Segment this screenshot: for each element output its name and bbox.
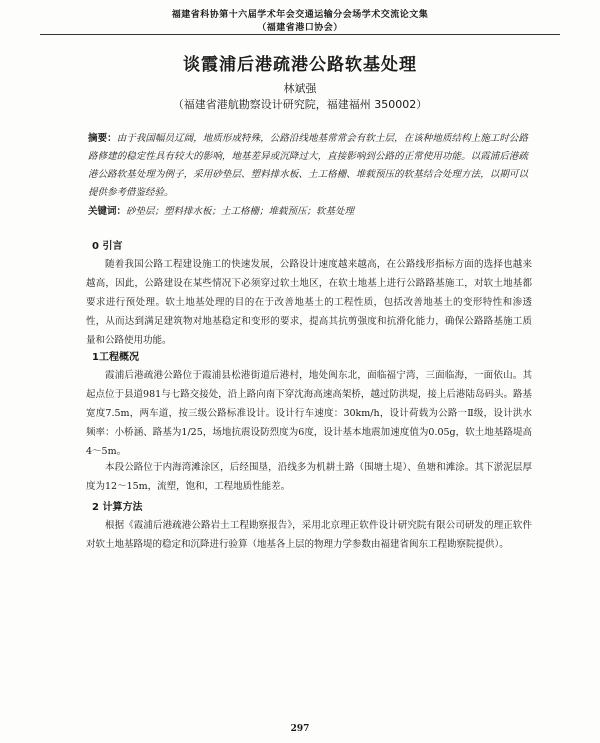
abstract-label: 摘要： bbox=[88, 133, 117, 144]
keywords-text: 砂垫层；塑料排水板；土工格栅；堆载预压；软基处理 bbox=[126, 206, 355, 217]
section-heading-overview: 1工程概况 bbox=[92, 352, 139, 363]
header-rule bbox=[40, 34, 560, 35]
paragraph-overview-2: 本段公路位于内海湾滩涂区，后经围垦，沿线多为机耕土路（围塘土堤）、鱼塘和滩涂。其下淤泥层厚度为12～15m，流塑，饱和，工程地质性能差。 bbox=[86, 462, 532, 492]
author-affiliation: （福建省港航勘察设计研究院，福建福州 350002） bbox=[172, 98, 428, 111]
abstract-text: 由于我国幅员辽阔，地质形成特殊，公路沿线地基常常会有软土层，在该种地质结构上施工时公路路修建的稳定性具有较大的影响，地基差异或沉降过大，直接影响到公路的正常使用功能。以霞浦后港疏港公路软基处理为例子，采用砂垫层、塑料排水板、土工格栅、堆载预压的软基结合处理方法，以期可以提供参考借鉴经验。 bbox=[88, 133, 528, 198]
page-number: 297 bbox=[290, 724, 310, 734]
running-header-org: （福建省港口协会） bbox=[257, 23, 343, 33]
paper-title: 谈霞浦后港疏港公路软基处理 bbox=[183, 55, 417, 75]
abstract bbox=[88, 130, 528, 202]
author-name: 林斌强 bbox=[283, 82, 317, 95]
paragraph-intro: 随着我国公路工程建设施工的快速发展，公路设计速度越来越高，在公路线形指标方面的选择也越来越高，因此，公路建设在某些情况下必须穿过软土地区，在软土地基上进行公路路基施工，对软土地基都要求进行预处理。软土地基处理的目的在于改善地基土的工程性质，包括改善地基土的变形特性和渗透性，从而达到满足建筑物对地基稳定和变形的要求，提高其抗剪强度和抗滑化能力，确保公路路基施工质量和公路使用功能。 bbox=[86, 259, 532, 346]
section-heading-intro: 0 引言 bbox=[92, 241, 123, 252]
paragraph-method: 根据《霞浦后港疏港公路岩土工程勘察报告》，采用北京理正软件设计研究院有限公司研发的理正软件对软土地基路堤的稳定和沉降进行验算（地基各上层的物理力学参数由福建省闽东工程勘察院提供）。 bbox=[86, 520, 532, 550]
paragraph-overview-1: 霞浦后港疏港公路位于霞浦县松港街道后港村，地处闽东北，面临福宁湾，三面临海，一面依山。其起点位于县道981与七路交接处，沿上路向南下穿沈海高速高架桥，越过防洪堤，接上后港陆岛码头。路基宽度7.5m，两车道，按三级公路标准设计。设计行车速度：30km/h，设计荷载为公路一Ⅱ级，设计洪水频率：小桥涵、路基为1/25，场地抗震设防烈度为6度，设计基本地震加速度值为0.05g，软土地基路堤高4～5m。 bbox=[86, 370, 532, 457]
keywords bbox=[88, 204, 528, 220]
keywords-label: 关键词： bbox=[88, 206, 127, 217]
running-header-title: 福建省科协第十六届学术年会交通运输分会场学术交流论文集 bbox=[171, 10, 429, 20]
section-heading-method: 2 计算方法 bbox=[92, 502, 143, 513]
